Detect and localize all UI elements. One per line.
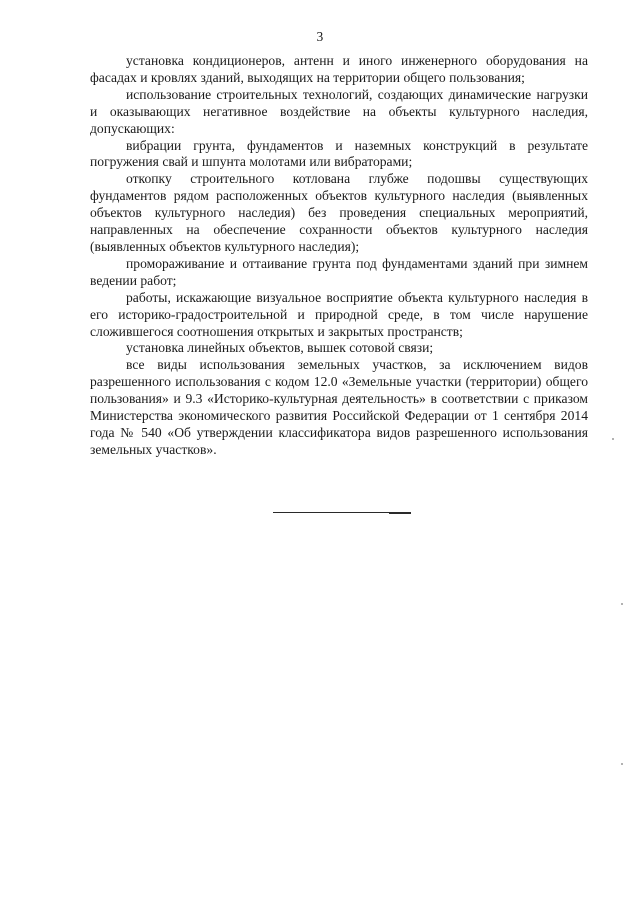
paragraph-linear-objects: установка линейных объектов, вышек сотовой связи; — [126, 340, 434, 356]
page-number: 3 — [316, 29, 324, 44]
scan-speck — [621, 763, 623, 765]
paragraph-soil-vibration: вибрации грунта, фундаментов и наземных конструкций в результате погружения свай и шпунта молотами или вибраторами; — [90, 137, 588, 170]
scan-speck — [612, 438, 614, 440]
scan-speck — [621, 603, 623, 605]
paragraph-construction-technologies: использование строительных технологий, создающих динамические нагрузки и оказывающих негативное воздействие на объекты культурного наследия, допускающих: — [90, 86, 588, 136]
paragraph-air-conditioners: установка кондиционеров, антенн и иного инженерного оборудования на фасадах и кровлях зданий, выходящих на территории общего пользования; — [90, 53, 588, 85]
paragraph-land-use: все виды использования земельных участков, за исключением видов разрешенного использования с кодом 12.0 «Земельные участки (территории) общего пользования» и 9.3 «Историко-культурная деятельность» в соответствии с приказом Министерства экономического развития Российской Федерации от 1 сентября 2014 года № 540 «Об утверждении классификатора видов разрешенного использования земельных участков». — [90, 357, 588, 457]
separator-thick-segment — [389, 512, 411, 514]
paragraph-visual-perception: работы, искажающие визуальное восприятие объекта культурного наследия в его историко-градостроительной и природной среде, в том числе нарушение сложившегося соотношения открытых и закрытых пространств; — [90, 289, 588, 339]
end-separator-line — [273, 512, 411, 513]
document-body — [90, 53, 588, 459]
paragraph-freezing-thawing: промораживание и оттаивание грунта под фундаментами зданий при зимнем ведении работ; — [90, 255, 588, 288]
paragraph-excavation: откопку строительного котлована глубже подошвы существующих фундаментов рядом расположенных объектов культурного наследия (выявленных объектов культурного наследия) без проведения специальных мероприятий, направленных на обеспечение сохранности объектов культурного наследия (выявленных объектов культурного наследия); — [90, 171, 588, 254]
